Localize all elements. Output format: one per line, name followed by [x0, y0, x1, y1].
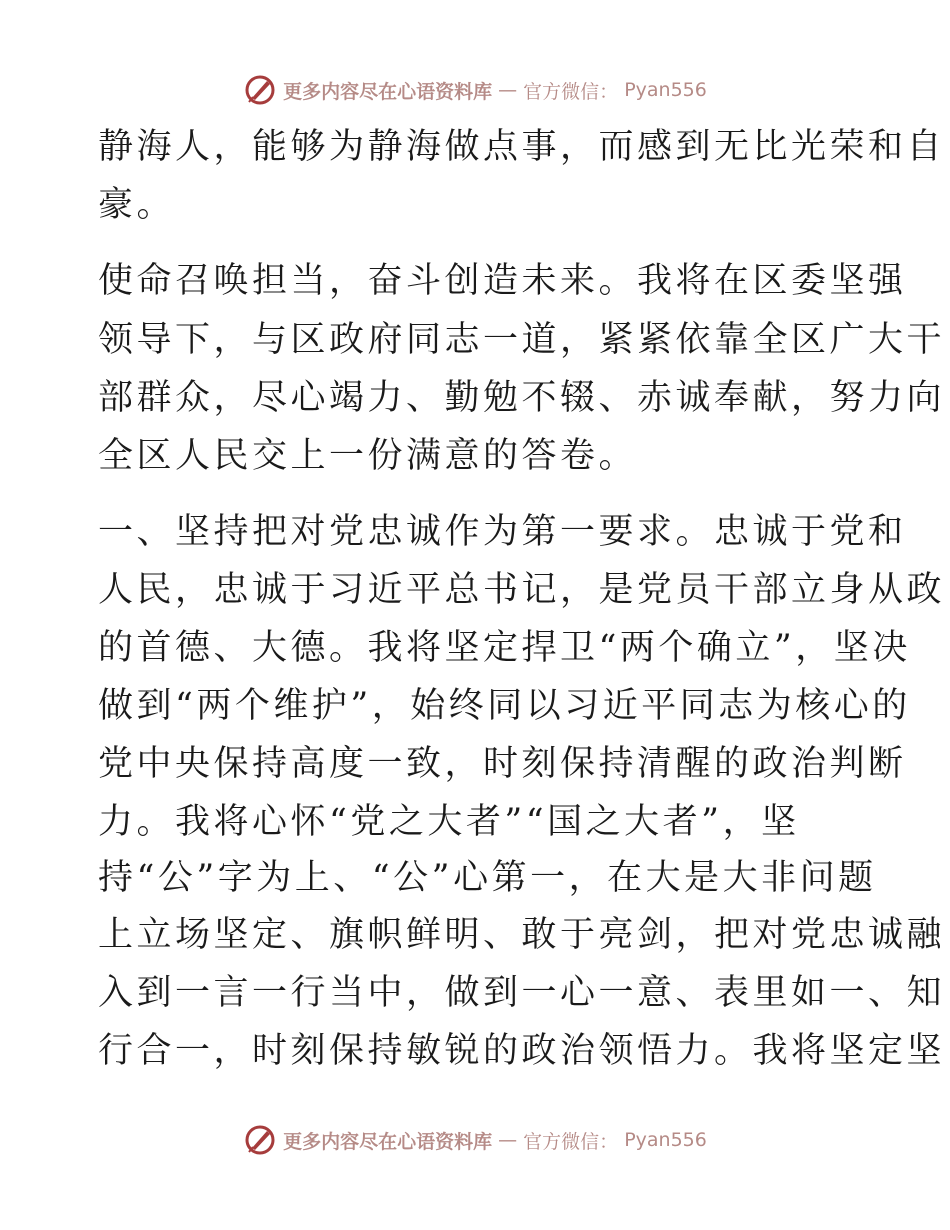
watermark-site-text: 更多内容尽在心语资料库 — [283, 80, 493, 103]
body-line: 上立场坚定、旗帜鲜明、敢于亮剑，把对党忠诚融 — [98, 915, 946, 955]
body-line: 持“公”字为上、“公”心第一，在大是大非问题 — [98, 858, 877, 898]
body-line: 静海人，能够为静海做点事，而感到无比光荣和自 — [98, 127, 946, 167]
watermark-site-text: 更多内容尽在心语资料库 — [283, 1130, 493, 1153]
body-line: 一、坚持把对党忠诚作为第一要求。忠诚于党和 — [98, 512, 907, 552]
body-line: 全区人民交上一份满意的答卷。 — [98, 436, 638, 476]
quill-pen-logo-icon — [243, 1123, 277, 1157]
header-watermark — [0, 70, 950, 110]
watermark-group — [243, 1123, 707, 1157]
body-line: 豪。 — [98, 185, 176, 225]
body-line: 人民，忠诚于习近平总书记，是党员干部立身从政 — [98, 570, 946, 610]
body-line: 力。我将心怀“党之大者”“国之大者”，坚 — [98, 802, 800, 842]
body-line: 的首德、大德。我将坚定捍卫“两个确立”，坚决 — [98, 628, 911, 668]
footer-watermark — [0, 1120, 950, 1160]
quill-pen-logo-icon — [243, 73, 277, 107]
watermark-contact-label: 官方微信： — [523, 80, 619, 103]
watermark-contact-id: Pyan556 — [624, 1129, 707, 1151]
body-line: 行合一，时刻保持敏锐的政治领悟力。我将坚定坚 — [98, 1031, 946, 1071]
watermark-group — [243, 73, 707, 107]
watermark-separator: — — [498, 79, 518, 101]
body-line: 党中央保持高度一致，时刻保持清醒的政治判断 — [98, 744, 907, 784]
watermark-separator: — — [498, 1129, 518, 1151]
body-line: 入到一言一行当中，做到一心一意、表里如一、知 — [98, 973, 946, 1013]
body-line: 使命召唤担当，奋斗创造未来。我将在区委坚强 — [98, 261, 907, 301]
body-line: 领导下，与区政府同志一道，紧紧依靠全区广大干 — [98, 320, 946, 360]
body-line: 做到“两个维护”，始终同以习近平同志为核心的 — [98, 686, 911, 726]
watermark-contact-label: 官方微信： — [523, 1130, 619, 1153]
body-line: 部群众，尽心竭力、勤勉不辍、赤诚奉献，努力向 — [98, 378, 946, 418]
watermark-contact-id: Pyan556 — [624, 79, 707, 101]
